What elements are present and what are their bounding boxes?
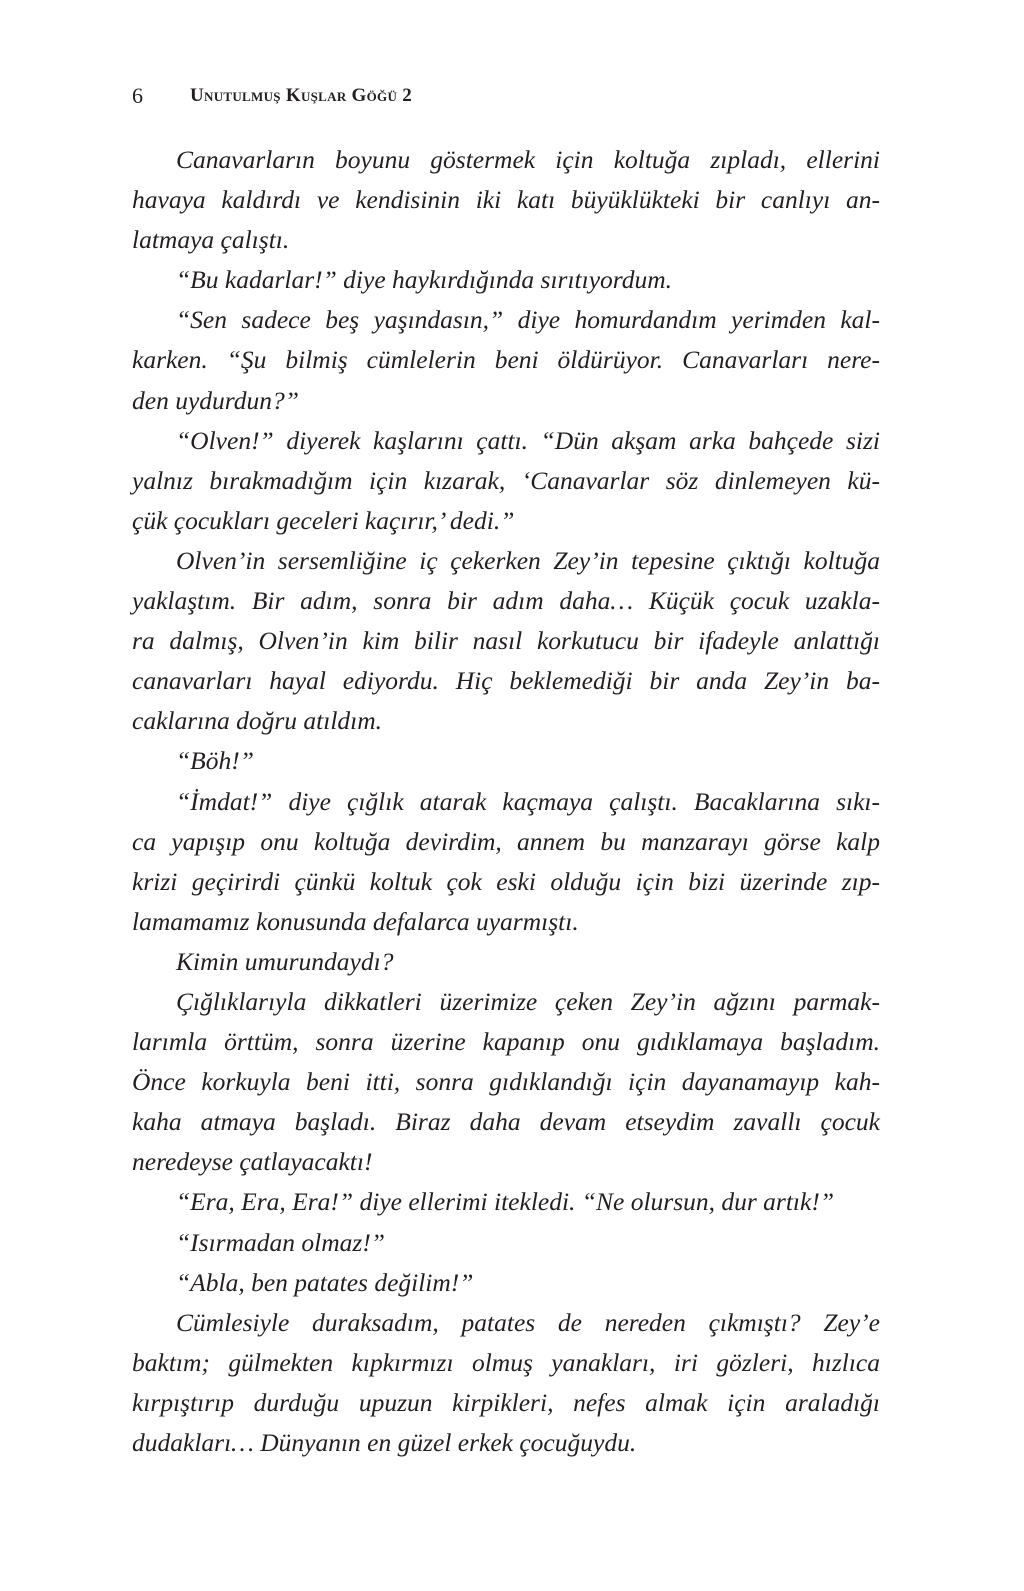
text-line: den uydurdun?”: [132, 385, 299, 415]
text-line: kırpıştırıp durduğu upuzun kirpikleri, nefes almak için araladığı: [132, 1387, 880, 1417]
text-line: “Olven!” diyerek kaşlarını çattı. “Dün akşam arka bahçede sizi: [176, 425, 880, 455]
text-line: “Isırmadan olmaz!”: [176, 1227, 385, 1257]
text-line: yalnız bırakmadığım için kızarak, ‘Canavarlar söz dinlemeyen kü-: [132, 465, 880, 495]
text-line: lamamamız konusunda defalarca uyarmıştı.: [132, 906, 579, 936]
body-text: [132, 140, 880, 1463]
text-line: “Abla, ben patates değilim!”: [176, 1267, 474, 1297]
running-title: Unutulmuş Kuşlar Göğü 2: [190, 85, 413, 106]
text-line: Olven’in sersemliğine iç çekerken Zey’in tepesine çıktığı koltuğa: [176, 545, 880, 575]
text-line: latmaya çalıştı.: [132, 225, 290, 255]
text-line: karken. “Şu bilmiş cümlelerin beni öldürüyor. Canavarları nere-: [132, 345, 880, 375]
text-line: “İmdat!” diye çığlık atarak kaçmaya çalıştı. Bacaklarına sıkı-: [176, 786, 880, 816]
text-line: “Era, Era, Era!” diye ellerimi itekledi. “Ne olursun, dur artık!”: [176, 1187, 835, 1217]
page-number: 6: [132, 83, 143, 108]
text-line: Önce korkuyla beni itti, sonra gıdıklandığı için dayanamayıp kah-: [132, 1067, 880, 1097]
text-line: “Sen sadece beş yaşındasın,” diye homurdandım yerimden kal-: [176, 305, 880, 335]
text-line: dudakları… Dünyanın en güzel erkek çocuğuydu.: [132, 1428, 637, 1457]
text-line: krizi geçirirdi çünkü koltuk çok eski olduğu için bizi üzerinde zıp-: [132, 866, 880, 896]
running-header: [132, 80, 412, 112]
text-line: ca yapışıp onu koltuğa devirdim, annem bu manzarayı görse kalp: [132, 826, 880, 856]
text-line: canavarları hayal ediyordu. Hiç beklemediği bir anda Zey’in ba-: [132, 666, 880, 696]
text-line: “Böh!”: [176, 746, 254, 776]
text-line: çük çocukları geceleri kaçırır,’ dedi.”: [132, 505, 515, 535]
text-line: kaha atmaya başladı. Biraz daha devam etseydim zavallı çocuk: [132, 1107, 880, 1137]
text-line: yaklaştım. Bir adım, sonra bir adım daha… Küçük çocuk uzakla-: [132, 586, 880, 616]
text-line: baktım; gülmekten kıpkırmızı olmuş yanakları, iri gözleri, hızlıca: [132, 1347, 880, 1377]
text-line: ra dalmış, Olven’in kim bilir nasıl korkutucu bir ifadeyle anlattığı: [132, 626, 880, 656]
text-line: caklarına doğru atıldım.: [132, 706, 383, 736]
text-line: neredeyse çatlayacaktı!: [132, 1147, 373, 1177]
text-line: larımla örttüm, sonra üzerine kapanıp onu gıdıklamaya başladım.: [132, 1027, 880, 1057]
text-line: “Bu kadarlar!” diye haykırdığında sırıtıyordum.: [176, 265, 673, 295]
text-line: Cümlesiyle duraksadım, patates de nereden çıkmıştı? Zey’e: [176, 1307, 880, 1337]
text-line: Çığlıklarıyla dikkatleri üzerimize çeken Zey’in ağzını parmak-: [176, 986, 880, 1016]
text-line: Canavarların boyunu göstermek için koltuğa zıpladı, ellerini: [176, 145, 880, 174]
text-line: Kimin umurundaydı?: [176, 946, 394, 976]
text-line: havaya kaldırdı ve kendisinin iki katı büyüklükteki bir canlıyı an-: [132, 185, 880, 215]
